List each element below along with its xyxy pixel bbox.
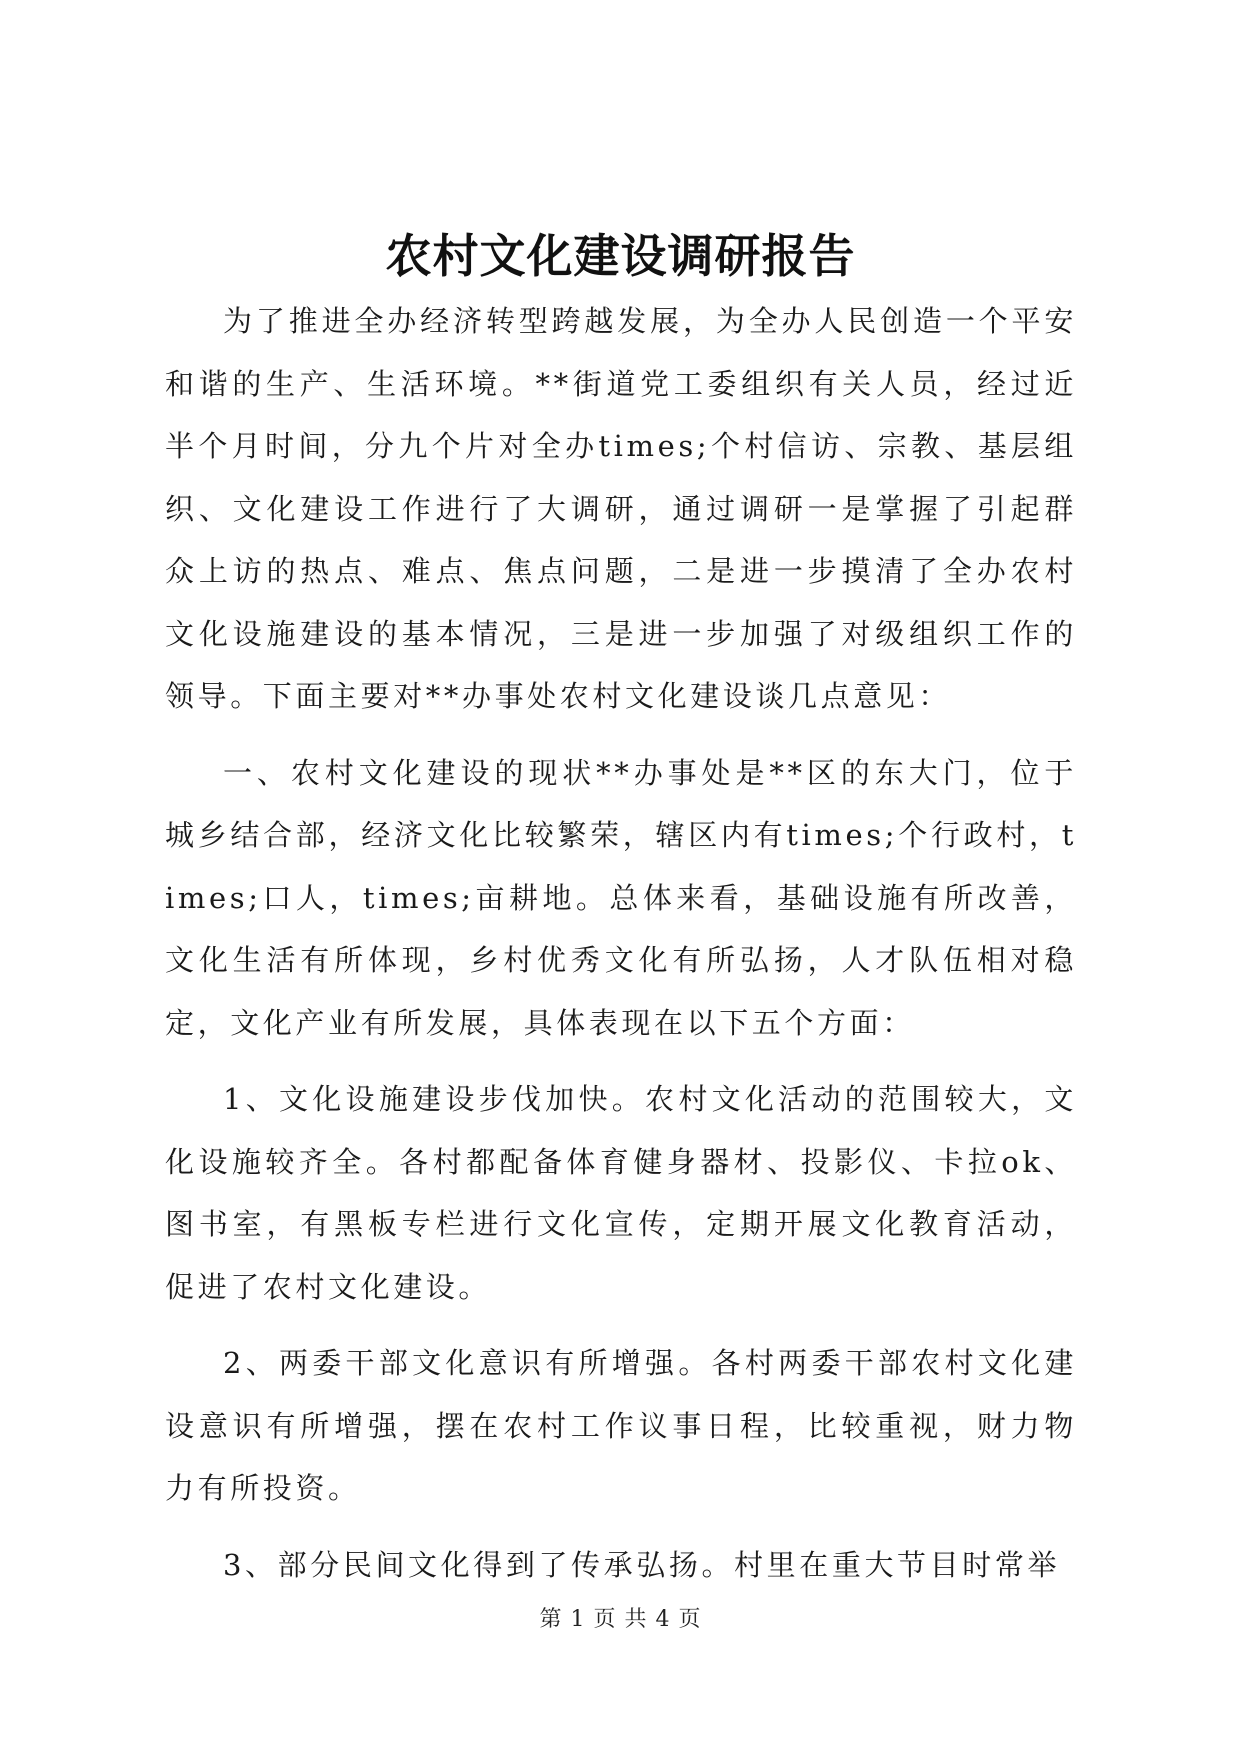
document-title: 农村文化建设调研报告 [385, 229, 856, 283]
document-body [165, 290, 1077, 1596]
paragraph-section-1: 一、农村文化建设的现状**办事处是**区的东大门，位于城乡结合部，经济文化比较繁荣，辖区内有times;个行政村，times;口人，times;亩耕地。总体来看，基础设施有所改善，文化生活有所体现，乡村优秀文化有所弘扬，人才队伍相对稳定，文化产业有所发展，具体表现在以下五个方面： [165, 755, 1077, 1040]
page-footer: 第 1 页 共 4 页 [539, 1607, 702, 1632]
paragraph-item-2: 2、两委干部文化意识有所增强。各村两委干部农村文化建设意识有所增强，摆在农村工作议事日程，比较重视，财力物力有所投资。 [165, 1346, 1077, 1505]
paragraph-item-3: 3、部分民间文化得到了传承弘扬。村里在重大节目时常举 [223, 1547, 1061, 1582]
paragraph-item-1: 1、文化设施建设步伐加快。农村文化活动的范围较大，文化设施较齐全。各村都配备体育健身器材、投影仪、卡拉ok、图书室，有黑板专栏进行文化宣传，定期开展文化教育活动，促进了农村文化建设。 [165, 1082, 1077, 1304]
paragraph-intro: 为了推进全办经济转型跨越发展，为全办人民创造一个平安和谐的生产、生活环境。**街道党工委组织有关人员，经过近半个月时间，分九个片对全办times;个村信访、宗教、基层组织、文化建设工作进行了大调研，通过调研一是掌握了引起群众上访的热点、难点、焦点问题，二是进一步摸清了全办农村文化设施建设的基本情况，三是进一步加强了对级组织工作的领导。下面主要对**办事处农村文化建设谈几点意见： [165, 304, 1077, 713]
